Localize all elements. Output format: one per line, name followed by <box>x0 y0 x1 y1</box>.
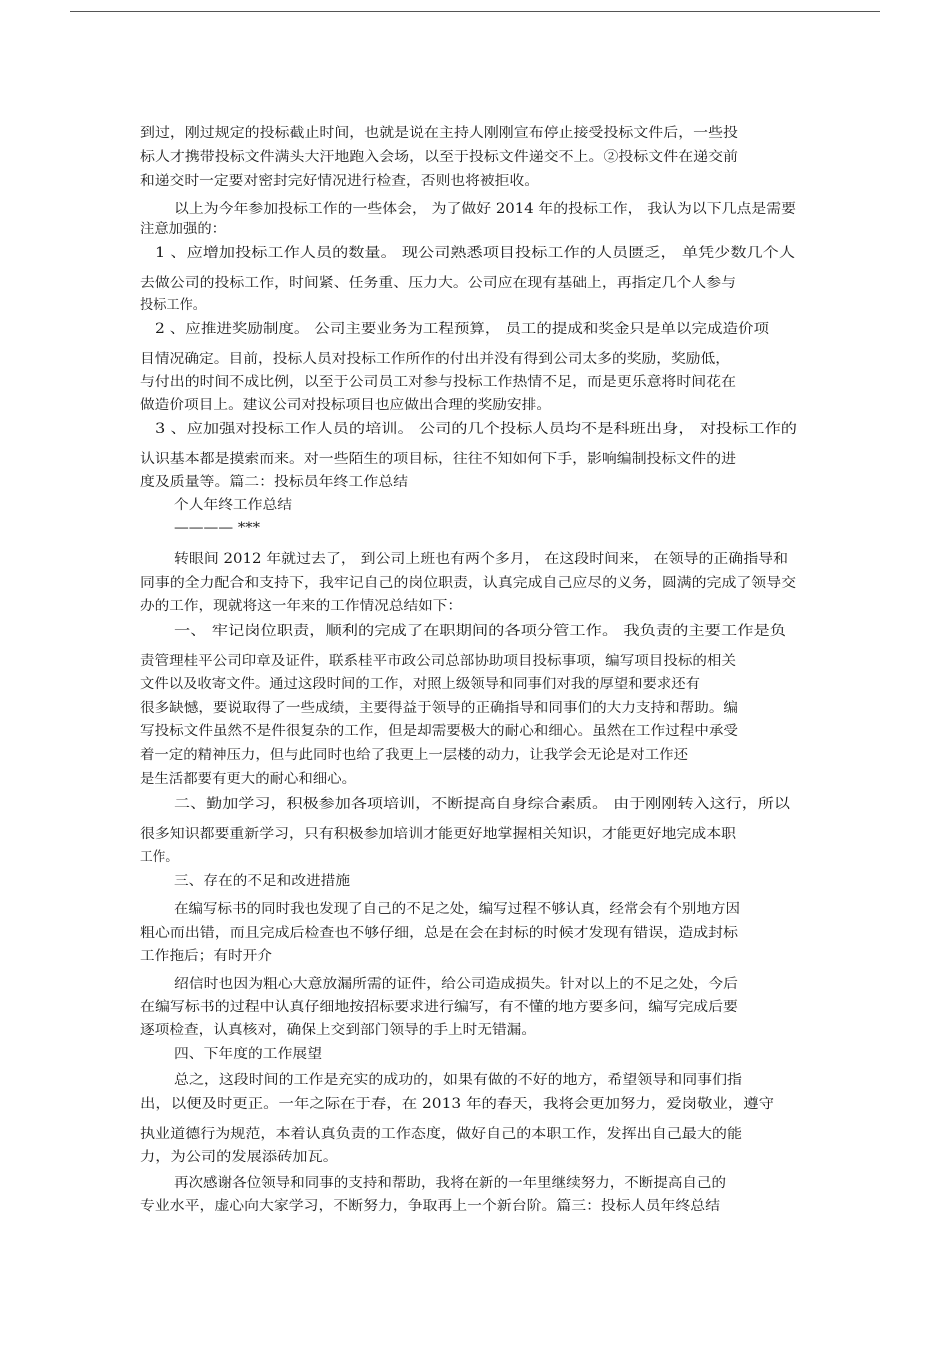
text-line: 办的工作，现就将这一年来的工作情况总结如下： <box>140 598 463 614</box>
text-line: 粗心而出错，而且完成后检查也不够仔细，总是在会在封标的时候才发现有错误，造成封标 <box>140 925 738 941</box>
text-line: 1 、应增加投标工作人员的数量。 现公司熟悉项目投标工作的人员匮乏， 单凭少数几个人 <box>155 245 796 261</box>
text-line: 三、存在的不足和改进措施 <box>174 873 350 889</box>
text-line: 执业道德行为规范，本着认真负责的工作态度，做好自己的本职工作，发挥出自己最大的能 <box>140 1126 742 1142</box>
text-line: 总之，这段时间的工作是充实的成功的，如果有做的不好的地方，希望领导和同事们指 <box>174 1072 742 1088</box>
text-line: 同事的全力配合和支持下，我牢记自己的岗位职责，认真完成自己应尽的义务，圆满的完成了领导交 <box>140 575 797 591</box>
text-line: 认识基本都是摸索而来。对一些陌生的项目标，往往不知如何下手，影响编制投标文件的进 <box>140 451 736 467</box>
text-line: 以上为今年参加投标工作的一些体会， 为了做好 2014 年的投标工作， 我认为以下几点是需要 <box>174 201 797 217</box>
text-line: 转眼间 2012 年就过去了， 到公司上班也有两个多月， 在这段时间来， 在领导的正确指导和 <box>174 551 789 567</box>
text-line: 绍信时也因为粗心大意放漏所需的证件，给公司造成损失。针对以上的不足之处，今后 <box>174 976 738 992</box>
text-line: 四、下年度的工作展望 <box>174 1046 323 1062</box>
text-line: 个人年终工作总结 <box>174 497 293 513</box>
text-line: 与付出的时间不成比例，以至于公司员工对参与投标工作热情不足，而是更乐意将时间花在 <box>140 374 736 390</box>
text-line: 二、勤加学习，积极参加各项培训，不断提高自身综合素质。 由于刚刚转入这行，所以 <box>174 796 790 812</box>
text-line: 做造价项目上。建议公司对投标项目也应做出合理的奖励安排。 <box>140 397 551 413</box>
header-rule <box>70 11 880 12</box>
text-line: 和递交时一定要对密封完好情况进行检查，否则也将被拒收。 <box>140 173 540 189</box>
text-line: 力，为公司的发展添砖加瓦。 <box>140 1149 338 1165</box>
text-line: 很多知识都要重新学习，只有积极参加培训才能更好地掌握相关知识，才能更好地完成本职 <box>140 826 736 842</box>
text-line: 文件以及收寄文件。通过这段时间的工作，对照上级领导和同事们对我的厚望和要求还有 <box>140 676 700 692</box>
text-line: 3 、应加强对投标工作人员的培训。 公司的几个投标人员均不是科班出身， 对投标工作的 <box>155 421 798 437</box>
text-line: 工作。 <box>140 849 179 865</box>
text-line: 专业水平，虚心向大家学习，不断努力，争取再上一个新台阶。篇三：投标人员年终总结 <box>140 1198 720 1214</box>
text-line: ———— *** <box>174 520 261 536</box>
text-line: 注意加强的： <box>140 221 226 237</box>
text-line: 投标工作。 <box>140 297 207 313</box>
text-line: 去做公司的投标工作，时间紧、任务重、压力大。公司应在现有基础上，再指定几个人参与 <box>140 275 736 291</box>
text-line: 在编写标书的同时我也发现了自己的不足之处，编写过程不够认真，经常会有个别地方因 <box>174 901 740 917</box>
text-line: 一、 牢记岗位职责，顺利的完成了在职期间的各项分管工作。 我负责的主要工作是负 <box>174 623 786 639</box>
text-line: 2 、应推进奖励制度。 公司主要业务为工程预算， 员工的提成和奖金只是单以完成造价项 <box>155 321 769 337</box>
text-line: 是生活都要有更大的耐心和细心。 <box>140 771 357 787</box>
text-line: 出，以便及时更正。一年之际在于春，在 2013 年的春天，我将会更加努力，爱岗敬业，遵守 <box>140 1096 775 1112</box>
text-line: 再次感谢各位领导和同事的支持和帮助，我将在新的一年里继续努力，不断提高自己的 <box>174 1175 726 1191</box>
text-line: 写投标文件虽然不是件很复杂的工作，但是却需要极大的耐心和细心。虽然在工作过程中承受 <box>140 723 739 739</box>
text-line: 目情况确定。目前，投标人员对投标工作所作的付出并没有得到公司太多的奖励，奖励低， <box>140 351 731 367</box>
text-line: 着一定的精神压力，但与此同时也给了我更上一层楼的动力，让我学会无论是对工作还 <box>140 747 688 763</box>
text-line: 度及质量等。篇二：投标员年终工作总结 <box>140 474 409 490</box>
text-line: 工作拖后；有时开介 <box>140 948 272 964</box>
text-line: 标人才携带投标文件满头大汗地跑入会场，以至于投标文件递交不上。②投标文件在递交前 <box>140 149 738 165</box>
text-line: 逐项检查，认真核对，确保上交到部门领导的手上时无错漏。 <box>140 1022 536 1038</box>
text-line: 在编写标书的过程中认真仔细地按招标要求进行编写，有不懂的地方要多问，编写完成后要 <box>140 999 738 1015</box>
text-line: 很多缺憾，要说取得了一些成绩，主要得益于领导的正确指导和同事们的大力支持和帮助。编 <box>140 700 739 716</box>
text-line: 责管理桂平公司印章及证件，联系桂平市政公司总部协助项目投标事项，编写项目投标的相关 <box>140 653 737 669</box>
text-line: 到过，刚过规定的投标截止时间，也就是说在主持人刚刚宣布停止接受投标文件后，一些投 <box>140 125 738 141</box>
